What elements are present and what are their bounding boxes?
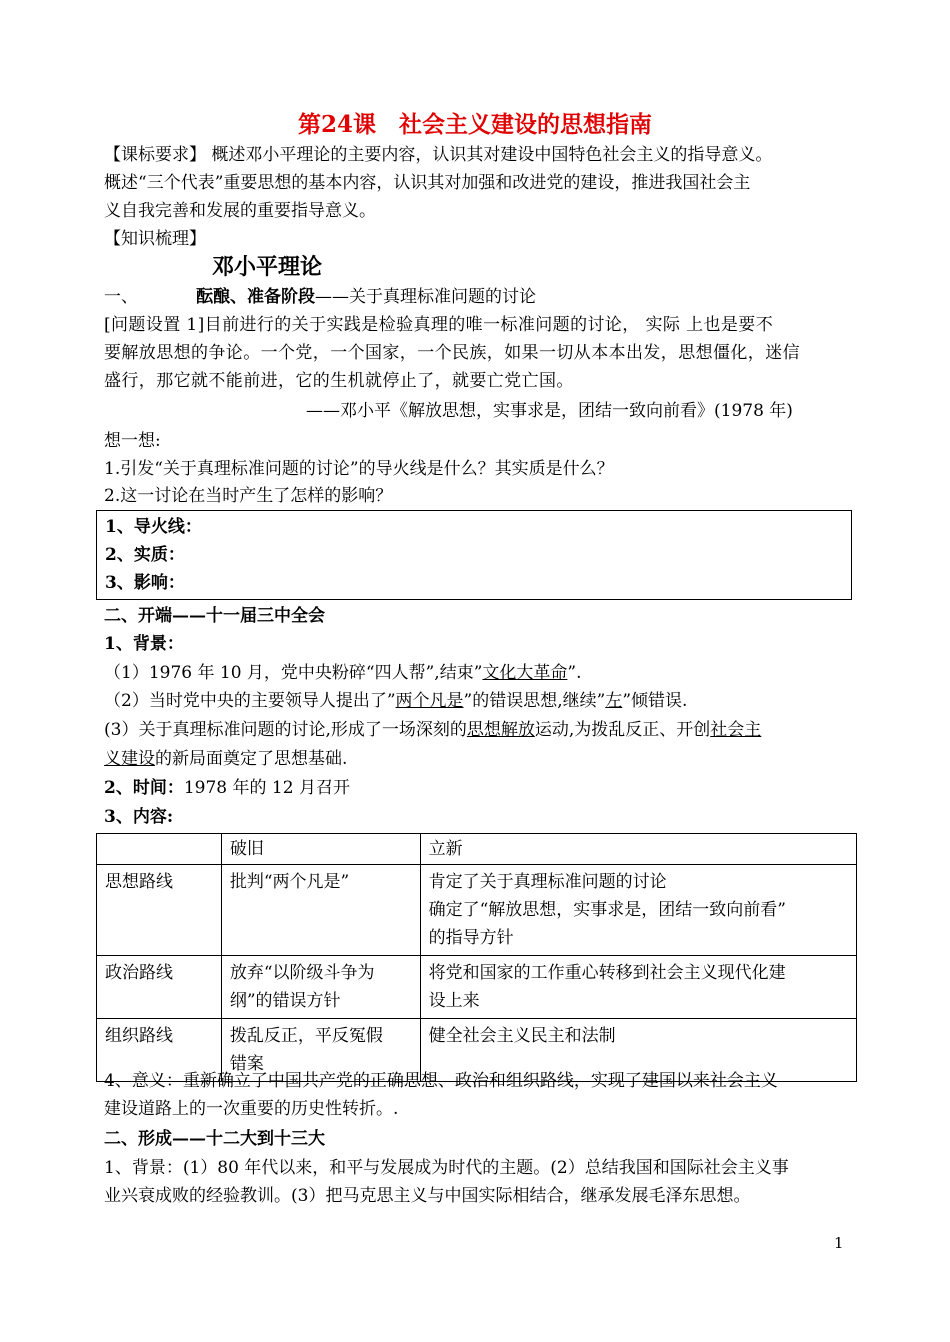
answer-impact: 3、影响：: [105, 573, 185, 593]
table-row: [97, 865, 857, 956]
knowledge-heading: 【知识梳理】: [104, 229, 206, 249]
table-cell-line: 政治路线: [97, 956, 222, 1019]
table-header-row: [97, 834, 857, 865]
content-label: 3、内容:: [104, 807, 174, 827]
part-3-heading: 二、形成——十二大到十三大: [104, 1129, 325, 1149]
cell-text: 的指导方针: [428, 928, 514, 948]
table-cell-line: 思想路线: [97, 865, 222, 956]
page-number: 1: [834, 1234, 844, 1252]
cell-text: 健全社会主义民主和法制: [428, 1026, 616, 1046]
think-question-1: 1.引发“关于真理标准问题的讨论”的导火线是什么？其实质是什么？: [104, 459, 614, 479]
background-item-1-end: ”.: [567, 663, 582, 683]
quote-line-3: 盛行，那它就不能前进，它的生机就停止了，就要亡党亡国。: [104, 371, 574, 391]
underlined-term: 左: [605, 691, 623, 711]
part-2-heading: 二、开端——十一届三中全会: [104, 606, 325, 626]
significance-line-2: 建设道路上的一次重要的历史性转折。.: [104, 1099, 399, 1119]
underlined-term: 文化大革命: [482, 663, 568, 683]
time-value: 1978 年的 12 月召开: [183, 778, 350, 798]
cell-text: 错案: [229, 1054, 264, 1074]
background-item-1: [104, 661, 582, 685]
background-item-3-text: (3）关于真理标准问题的讨论,形成了一场深刻的: [104, 720, 467, 740]
background-label: 1、背景：: [104, 634, 184, 654]
cell-text: 放弃“以阶级斗争为: [229, 963, 375, 983]
background-item-3: [104, 718, 761, 742]
background-item-2: [104, 689, 687, 713]
answer-box: [96, 510, 852, 600]
time-line: [104, 776, 350, 800]
underlined-term: 思想解放: [466, 720, 535, 740]
background-item-1-text: （1）1976 年 10 月，党中央粉碎“四人帮”,结束”: [104, 663, 483, 683]
think-label: 想一想:: [104, 431, 161, 451]
part-3-line-2: 业兴衰成败的经验教训。(3）把马克思主义与中国实际相结合，继承发展毛泽东思想。: [104, 1186, 751, 1206]
significance-line-1: 4、意义：重新确立了中国共产党的正确思想、政治和组织路线，实现了建国以来社会主义: [104, 1071, 778, 1091]
table-cell-line: 组织路线: [97, 1019, 222, 1082]
curriculum-requirement-line-2: 概述“三个代表”重要思想的基本内容，认识其对加强和改进党的建设，推进我国社会主: [104, 173, 751, 193]
background-item-3-cont: [104, 747, 347, 771]
curriculum-requirement-line-3: 义自我完善和发展的重要指导意义。: [104, 201, 376, 221]
think-question-2: 2.这一讨论在当时产生了怎样的影响？: [104, 486, 393, 506]
content-table: [96, 833, 857, 1082]
table-header-cell: 破旧: [221, 834, 420, 865]
cell-text: 拨乱反正，平反冤假: [229, 1026, 383, 1046]
underlined-term: 义建设: [104, 749, 155, 769]
part-1-heading: [104, 285, 536, 309]
underlined-term: 社会主: [710, 720, 762, 740]
quote-source: ——邓小平《解放思想，实事求是，团结一致向前看》(1978 年): [306, 401, 793, 421]
part-1-stage: 酝酿、准备阶段: [196, 287, 315, 307]
cell-text: 将党和国家的工作重心转移到社会主义现代化建: [428, 963, 786, 983]
curriculum-requirement-line-1: 【课标要求】 概述邓小平理论的主要内容，认识其对建设中国特色社会主义的指导意义。: [104, 145, 773, 165]
section-heading: 邓小平理论: [212, 255, 323, 280]
table-cell-old: [221, 956, 420, 1019]
page-title: 第24课 社会主义建设的思想指南: [297, 111, 652, 138]
cell-text: 确定了“解放思想，实事求是，团结一致向前看”: [428, 900, 786, 920]
background-item-3-end: 的新局面奠定了思想基础.: [155, 749, 348, 769]
table-header-cell: 立新: [420, 834, 856, 865]
time-label: 2、时间：: [104, 778, 184, 798]
answer-essence: 2、实质：: [105, 545, 185, 565]
cell-text: 设上来: [428, 991, 480, 1011]
table-header-cell: [97, 834, 222, 865]
answer-fuse: 1、导火线：: [105, 517, 202, 537]
cell-text: 肯定了关于真理标准问题的讨论: [428, 872, 667, 892]
quote-line-2: 要解放思想的争论。一个党，一个国家，一个民族，如果一切从本本出发，思想僵化，迷信: [104, 343, 800, 363]
background-item-2-text: （2）当时党中央的主要领导人提出了”: [104, 691, 396, 711]
table-cell-new: [420, 956, 856, 1019]
background-item-3-mid: 运动,为拨乱反正、开创: [534, 720, 711, 740]
underlined-term: 两个凡是: [395, 691, 464, 711]
table-cell-old: [221, 865, 420, 956]
table-row: [97, 956, 857, 1019]
cell-text: 纲”的错误方针: [229, 991, 341, 1011]
cell-text: 批判“两个凡是”: [229, 872, 350, 892]
quote-line-1: [问题设置 1]目前进行的关于实践是检验真理的唯一标准问题的讨论， 实际 上也是要不: [104, 315, 774, 335]
background-item-2-mid: ”的错误思想,继续”: [463, 691, 606, 711]
part-1-number: 一、: [104, 287, 138, 307]
part-3-line-1: 1、背景：(1）80 年代以来，和平与发展成为时代的主题。(2）总结我国和国际社会主义事: [104, 1158, 789, 1178]
background-item-2-end: ”倾错误.: [622, 691, 688, 711]
table-cell-new: [420, 865, 856, 956]
part-1-topic: ——关于真理标准问题的讨论: [315, 287, 536, 307]
